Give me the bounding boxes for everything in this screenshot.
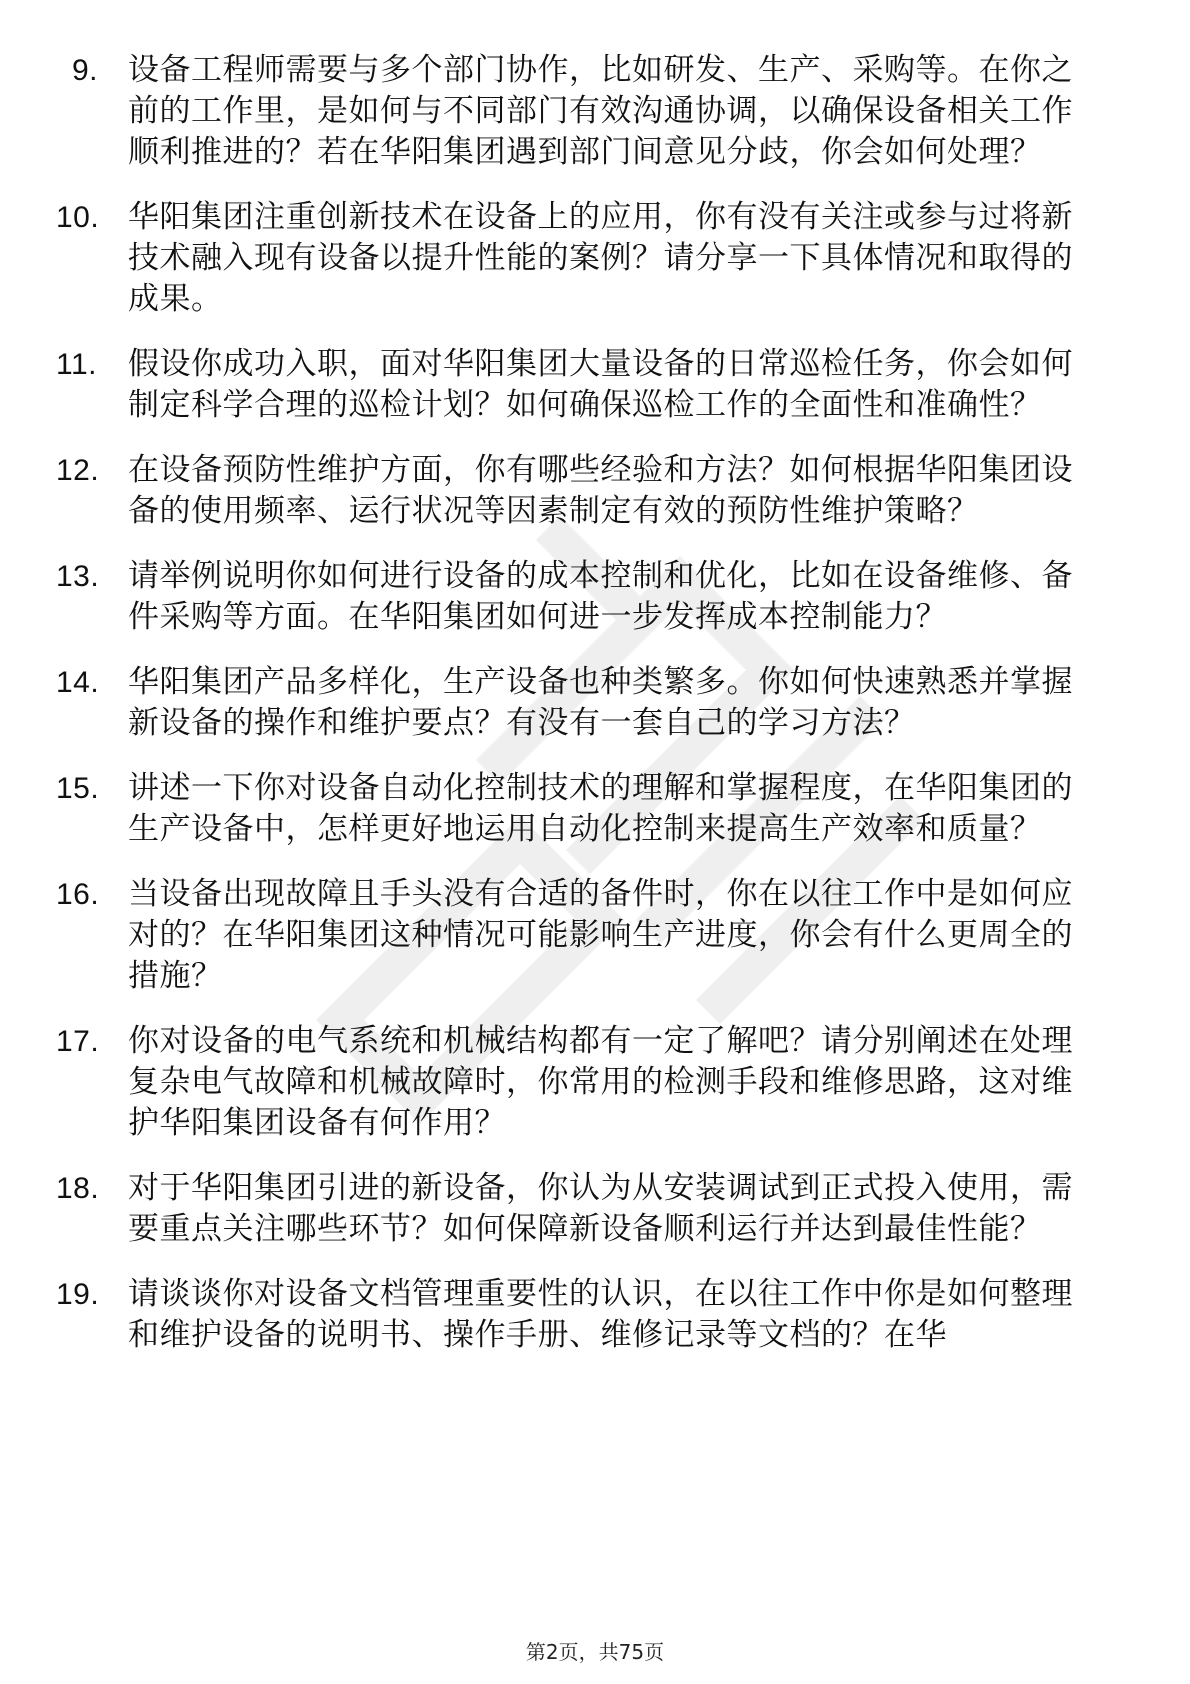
question-text: 华阳集团产品多样化，生产设备也种类繁多。你如何快速熟悉并掌握新设备的操作和维护要点？有没有一套自己的学习方法？ bbox=[128, 664, 1073, 741]
question-item-10 bbox=[0, 197, 1190, 320]
question-item-17 bbox=[0, 1021, 1190, 1144]
question-number: 12. bbox=[56, 454, 100, 487]
question-number: 13. bbox=[56, 560, 100, 593]
question-text: 设备工程师需要与多个部门协作，比如研发、生产、采购等。在你之前的工作里，是如何与不同部门有效沟通协调，以确保设备相关工作顺利推进的？若在华阳集团遇到部门间意见分歧，你会如何处理？ bbox=[128, 52, 1073, 170]
question-list bbox=[0, 50, 1190, 1380]
question-number: 16. bbox=[56, 878, 100, 911]
page-footer bbox=[0, 1636, 1190, 1665]
question-number: 10. bbox=[56, 201, 100, 234]
question-number: 15. bbox=[56, 772, 100, 805]
question-text: 华阳集团注重创新技术在设备上的应用，你有没有关注或参与过将新技术融入现有设备以提升性能的案例？请分享一下具体情况和取得的成果。 bbox=[128, 199, 1073, 317]
question-number: 17. bbox=[56, 1025, 100, 1058]
question-item-19 bbox=[0, 1274, 1190, 1356]
question-item-14 bbox=[0, 662, 1190, 744]
question-number: 19. bbox=[56, 1278, 100, 1311]
question-text: 在设备预防性维护方面，你有哪些经验和方法？如何根据华阳集团设备的使用频率、运行状况等因素制定有效的预防性维护策略？ bbox=[128, 452, 1073, 529]
question-number: 11. bbox=[56, 348, 97, 381]
question-number: 9. bbox=[72, 54, 99, 87]
question-number: 18. bbox=[56, 1172, 100, 1205]
question-item-18 bbox=[0, 1168, 1190, 1250]
page-number-label: 第2页，共75页 bbox=[525, 1640, 665, 1664]
question-text: 讲述一下你对设备自动化控制技术的理解和掌握程度，在华阳集团的生产设备中，怎样更好地运用自动化控制来提高生产效率和质量？ bbox=[128, 770, 1073, 847]
question-text: 你对设备的电气系统和机械结构都有一定了解吧？请分别阐述在处理复杂电气故障和机械故障时，你常用的检测手段和维修思路，这对维护华阳集团设备有何作用？ bbox=[128, 1023, 1073, 1141]
question-item-15 bbox=[0, 768, 1190, 850]
question-item-9 bbox=[0, 50, 1190, 173]
question-item-12 bbox=[0, 450, 1190, 532]
question-item-16 bbox=[0, 874, 1190, 997]
question-number: 14. bbox=[56, 666, 100, 699]
question-text: 请举例说明你如何进行设备的成本控制和优化，比如在设备维修、备件采购等方面。在华阳集团如何进一步发挥成本控制能力？ bbox=[128, 558, 1073, 635]
question-text: 请谈谈你对设备文档管理重要性的认识，在以往工作中你是如何整理和维护设备的说明书、操作手册、维修记录等文档的？在华 bbox=[128, 1276, 1073, 1353]
question-text: 假设你成功入职，面对华阳集团大量设备的日常巡检任务，你会如何制定科学合理的巡检计划？如何确保巡检工作的全面性和准确性？ bbox=[128, 346, 1073, 423]
question-item-11 bbox=[0, 344, 1190, 426]
question-text: 对于华阳集团引进的新设备，你认为从安装调试到正式投入使用，需要重点关注哪些环节？如何保障新设备顺利运行并达到最佳性能？ bbox=[128, 1170, 1073, 1247]
question-text: 当设备出现故障且手头没有合适的备件时，你在以往工作中是如何应对的？在华阳集团这种情况可能影响生产进度，你会有什么更周全的措施？ bbox=[128, 876, 1073, 994]
question-item-13 bbox=[0, 556, 1190, 638]
